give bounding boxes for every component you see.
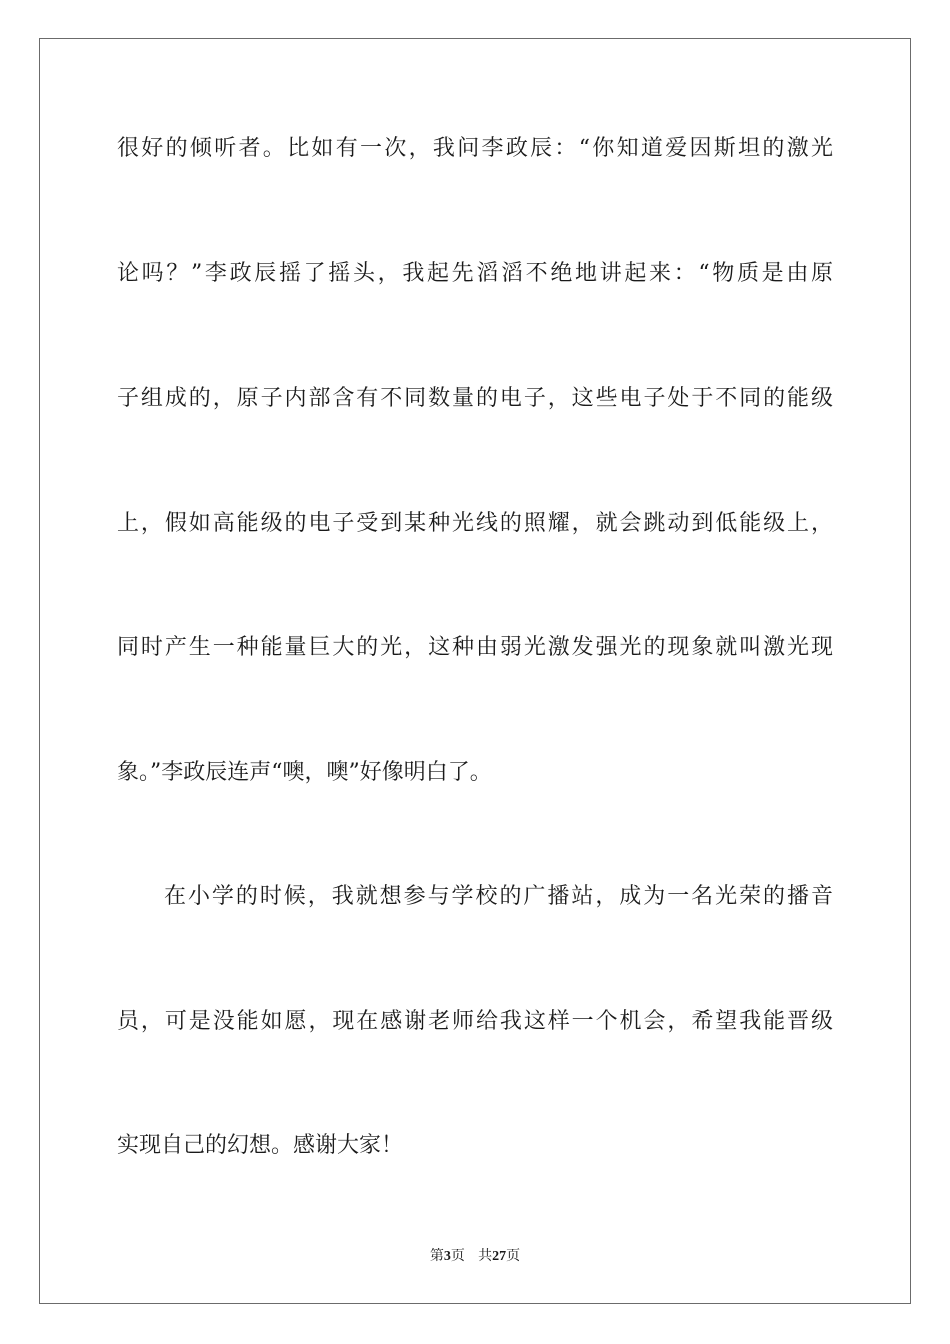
- footer-page-suffix: 页: [450, 1248, 465, 1264]
- footer-page-prefix: 第: [429, 1248, 444, 1264]
- body-text-line-6: 象。”李政辰连声“噢，噢”好像明白了。: [117, 760, 492, 785]
- body-text-line-9: 实现自己的幻想。感谢大家！: [117, 1133, 404, 1158]
- body-text-line-5: 同时产生一种能量巨大的光，这种由弱光激发强光的现象就叫激光现: [117, 635, 833, 660]
- footer-total-prefix: 共: [478, 1248, 493, 1264]
- footer-total-pages: 27: [492, 1249, 507, 1264]
- body-text-line-4: 上，假如高能级的电子受到某种光线的照耀，就会跳动到低能级上，: [117, 511, 833, 536]
- footer-total-suffix: 页: [506, 1248, 521, 1264]
- footer-page-number: 3: [443, 1249, 451, 1264]
- body-text-line-8: 员，可是没能如愿，现在感谢老师给我这样一个机会，希望我能晋级: [117, 1009, 833, 1034]
- body-text-line-3: 子组成的，原子内部含有不同数量的电子，这些电子处于不同的能级: [117, 386, 833, 411]
- body-text-line-7: 在小学的时候，我就想参与学校的广播站，成为一名光荣的播音: [164, 884, 833, 909]
- body-text-line-1: 很好的倾听者。比如有一次，我问李政辰：“你知道爱因斯坦的激光: [117, 136, 833, 161]
- page-footer: [0, 1247, 950, 1266]
- page-frame: [39, 38, 911, 1304]
- body-text-line-2: 论吗？”李政辰摇了摇头，我起先滔滔不绝地讲起来：“物质是由原: [117, 261, 833, 286]
